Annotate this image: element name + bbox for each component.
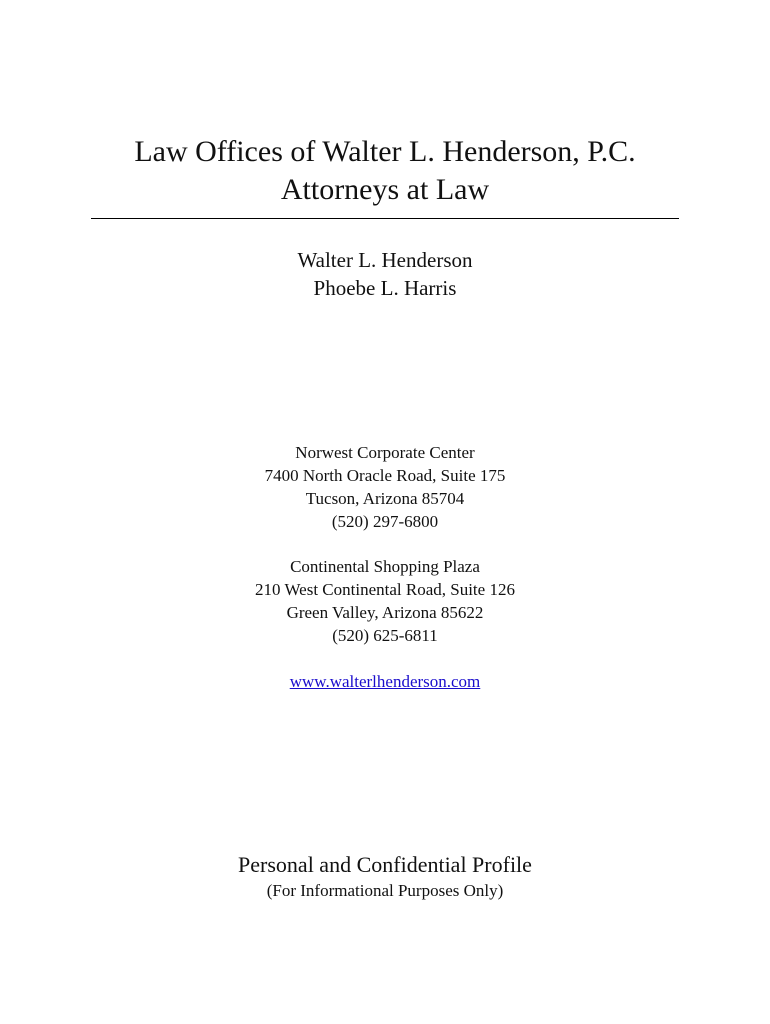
office-name: Continental Shopping Plaza [290, 557, 480, 576]
profile-note: (For Informational Purposes Only) [266, 881, 504, 900]
firm-name: Law Offices of Walter L. Henderson, P.C. [134, 135, 636, 168]
office-street: 210 West Continental Road, Suite 126 [255, 580, 515, 599]
office-phone: (520) 297-6800 [331, 512, 439, 531]
office-phone: (520) 625-6811 [332, 626, 438, 645]
profile-title: Personal and Confidential Profile [238, 852, 532, 877]
office-address-tucson [0, 441, 770, 533]
website-link[interactable]: www.walterlhenderson.com [289, 672, 481, 691]
office-street: 7400 North Oracle Road, Suite 175 [264, 466, 506, 485]
profile-heading [0, 851, 770, 902]
website-block [0, 670, 770, 693]
header-divider [91, 218, 679, 219]
office-address-green-valley [0, 555, 770, 647]
attorney-name: Phoebe L. Harris [313, 276, 457, 300]
attorney-list [0, 246, 770, 302]
attorney-name: Walter L. Henderson [297, 248, 473, 272]
office-city: Green Valley, Arizona 85622 [286, 603, 484, 622]
office-city: Tucson, Arizona 85704 [305, 489, 465, 508]
firm-header [0, 133, 770, 209]
firm-subtitle: Attorneys at Law [280, 173, 490, 206]
office-name: Norwest Corporate Center [295, 443, 475, 462]
